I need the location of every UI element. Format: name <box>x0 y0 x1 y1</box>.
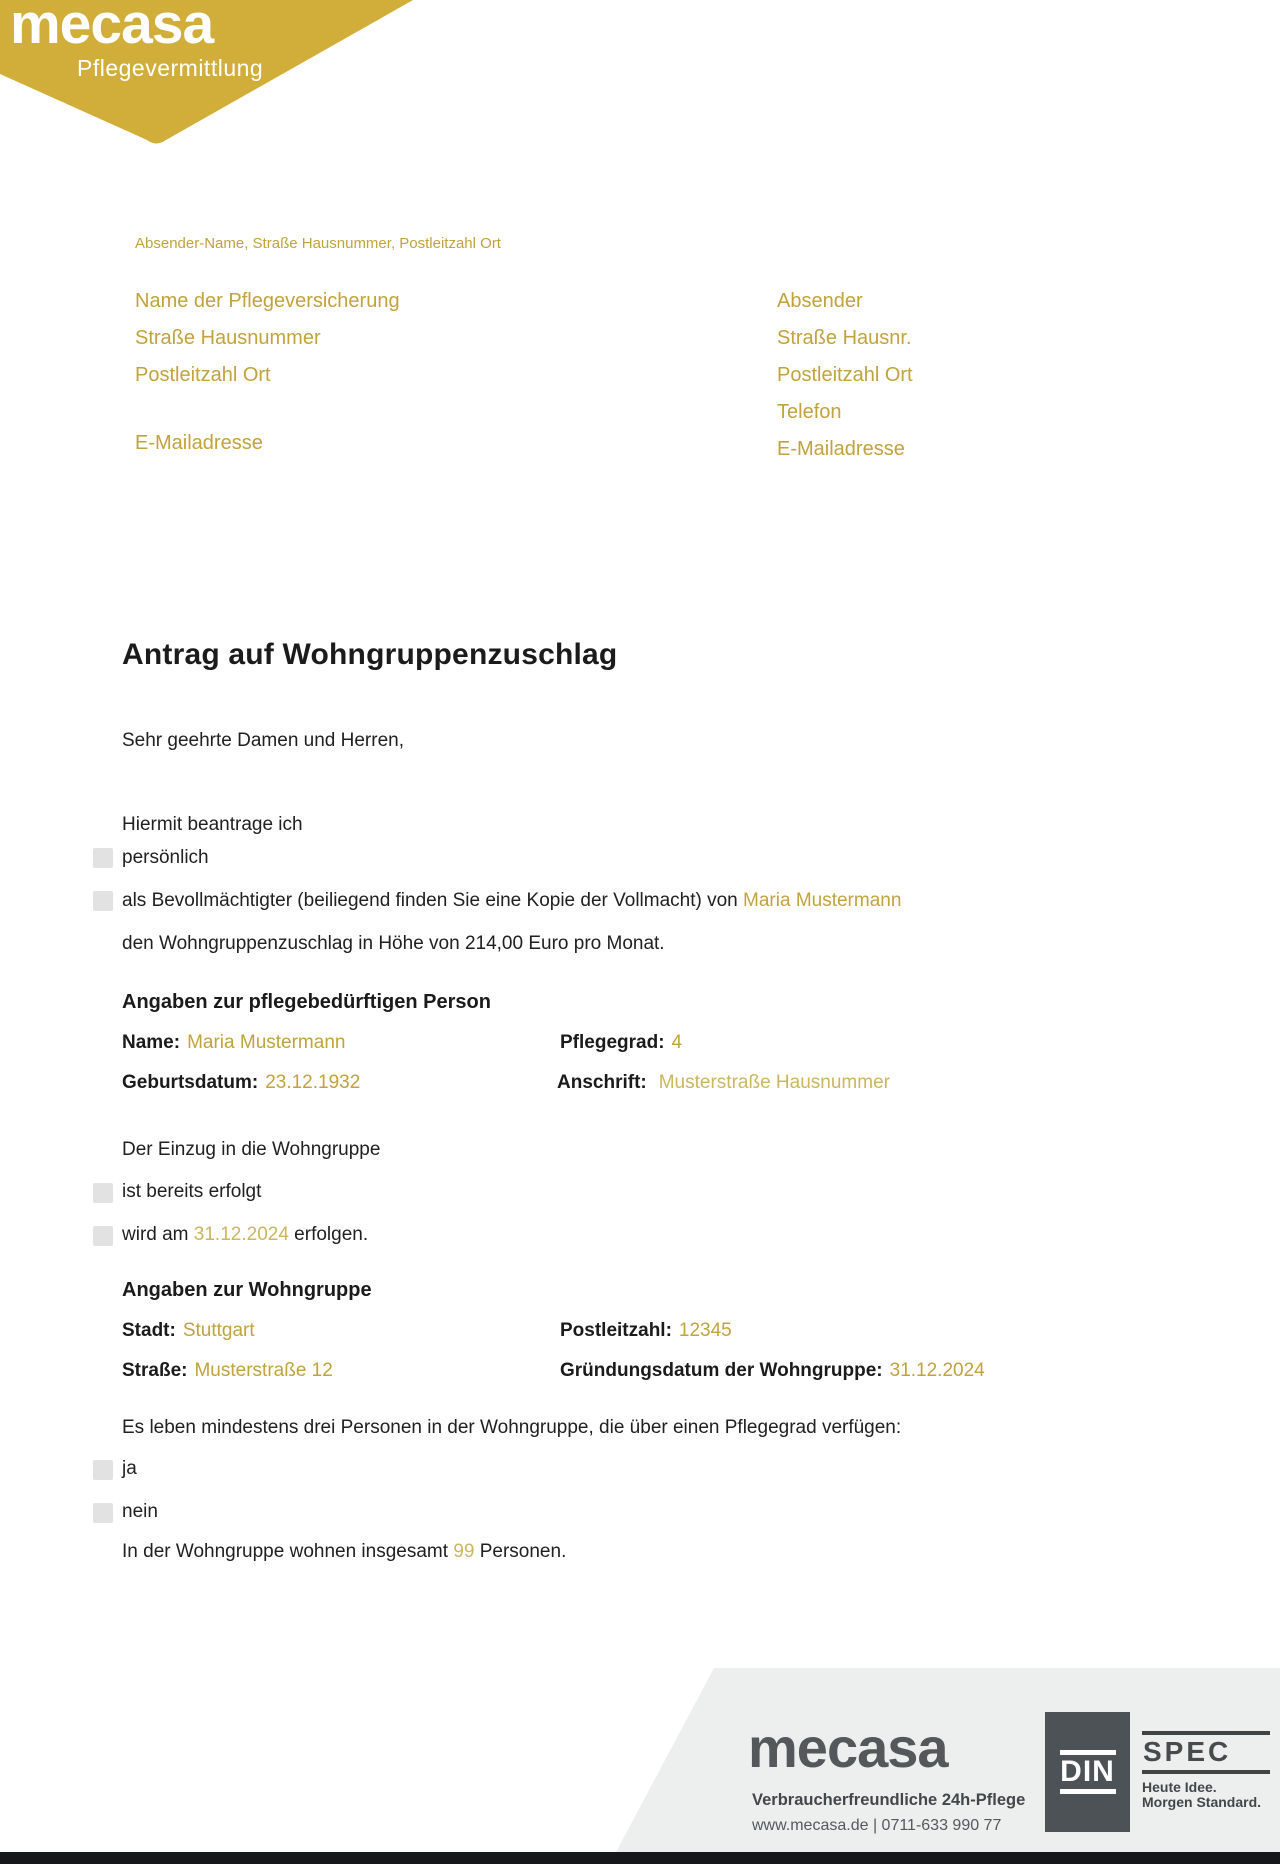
din-logo <box>1045 1712 1130 1832</box>
field-value-geburtsdatum: 23.12.1932 <box>265 1072 361 1093</box>
footer-tagline: Verbraucherfreundliche 24h-Pflege <box>752 1791 1026 1809</box>
movein-option-done: ist bereits erfolgt <box>122 1181 262 1202</box>
sender-line-item: E-Mailadresse <box>777 438 905 460</box>
group-total-line <box>122 1541 566 1563</box>
bottom-dark-bar <box>0 1852 1280 1864</box>
brand-logo: mecasa <box>10 0 214 56</box>
din-logo-bar <box>1060 1789 1116 1794</box>
movein-future-date: 31.12.2024 <box>193 1224 289 1245</box>
spec-slogan-line2: Morgen Standard. <box>1142 1794 1262 1810</box>
total-suffix: Personen. <box>474 1541 567 1562</box>
spec-logo-text: SPEC <box>1143 1736 1232 1767</box>
sender-line-item: Absender <box>777 290 863 312</box>
group-question: Es leben mindestens drei Personen in der Wohngruppe, die über einen Pflegegrad verfügen: <box>122 1417 902 1438</box>
movein-option-future <box>122 1224 368 1246</box>
option-proxy-label <box>122 890 901 912</box>
field-value-stadt: Stuttgart <box>182 1320 255 1341</box>
option-no-label: nein <box>122 1501 158 1522</box>
sender-address-line: Absender-Name, Straße Hausnummer, Postleitzahl Ort <box>135 235 501 252</box>
sender-address-block <box>777 283 913 468</box>
total-count: 99 <box>453 1541 475 1562</box>
recipient-line: Name der Pflegeversicherung <box>135 290 400 312</box>
option-proxy-name: Maria Mustermann <box>743 890 902 911</box>
field-label-geburtsdatum: Geburtsdatum: <box>122 1072 259 1093</box>
field-value-gruendungsdatum: 31.12.2024 <box>889 1360 985 1381</box>
footer-brand-logo: mecasa <box>748 1716 948 1779</box>
option-personal-label: persönlich <box>122 847 209 868</box>
section-heading-person: Angaben zur pflegebedürftigen Person <box>122 991 491 1013</box>
spec-slogan-line1: Heute Idee. <box>1142 1779 1217 1795</box>
option-yes-label: ja <box>122 1458 137 1479</box>
checkbox-no[interactable] <box>93 1503 113 1523</box>
field-value-postleitzahl: 12345 <box>678 1320 732 1341</box>
field-value-strasse: Musterstraße 12 <box>194 1360 333 1381</box>
checkbox-proxy[interactable] <box>93 891 113 911</box>
movein-future-prefix: wird am <box>122 1224 194 1245</box>
footer-contact: www.mecasa.de | 0711-633 990 77 <box>752 1817 1002 1834</box>
section-heading-group: Angaben zur Wohngruppe <box>122 1279 372 1301</box>
checkbox-movein-future[interactable] <box>93 1226 113 1246</box>
salutation: Sehr geehrte Damen und Herren, <box>122 730 404 751</box>
total-prefix: In der Wohngruppe wohnen insgesamt <box>122 1541 454 1562</box>
field-label-stadt: Stadt: <box>122 1320 176 1341</box>
sender-line-item: Straße Hausnr. <box>777 327 912 349</box>
option-proxy-prefix: als Bevollmächtigter (beiliegend finden Sie eine Kopie der Vollmacht) von <box>122 890 744 911</box>
field-value-name: Maria Mustermann <box>187 1032 346 1053</box>
checkbox-movein-done[interactable] <box>93 1183 113 1203</box>
checkbox-personal[interactable] <box>93 848 113 868</box>
field-label-pflegegrad: Pflegegrad: <box>560 1032 665 1053</box>
field-value-pflegegrad: 4 <box>671 1032 683 1053</box>
movein-lead: Der Einzug in die Wohngruppe <box>122 1139 381 1160</box>
din-logo-text: DIN <box>1060 1755 1115 1788</box>
recipient-address-block <box>135 283 400 462</box>
field-label-name: Name: <box>122 1032 181 1053</box>
intro-line: Hiermit beantrage ich <box>122 814 303 835</box>
field-label-postleitzahl: Postleitzahl: <box>560 1320 672 1341</box>
page-title: Antrag auf Wohngruppenzuschlag <box>122 638 618 671</box>
recipient-line: Postleitzahl Ort <box>135 364 271 386</box>
recipient-email: E-Mailadresse <box>135 432 263 454</box>
field-value-anschrift: Musterstraße Hausnummer <box>658 1072 890 1093</box>
checkbox-yes[interactable] <box>93 1460 113 1480</box>
sender-line-item: Telefon <box>777 401 842 423</box>
spec-logo-line <box>1142 1770 1270 1774</box>
brand-subtitle: Pflegevermittlung <box>77 55 264 81</box>
request-line: den Wohngruppenzuschlag in Höhe von 214,00 Euro pro Monat. <box>122 933 665 954</box>
field-label-gruendungsdatum: Gründungsdatum der Wohngruppe: <box>560 1360 883 1381</box>
recipient-line: Straße Hausnummer <box>135 327 321 349</box>
field-label-strasse: Straße: <box>122 1360 188 1381</box>
movein-future-suffix: erfolgen. <box>288 1224 369 1245</box>
sender-line-item: Postleitzahl Ort <box>777 364 913 386</box>
field-label-anschrift: Anschrift: <box>557 1072 647 1093</box>
din-spec-logo <box>1142 1731 1272 1810</box>
